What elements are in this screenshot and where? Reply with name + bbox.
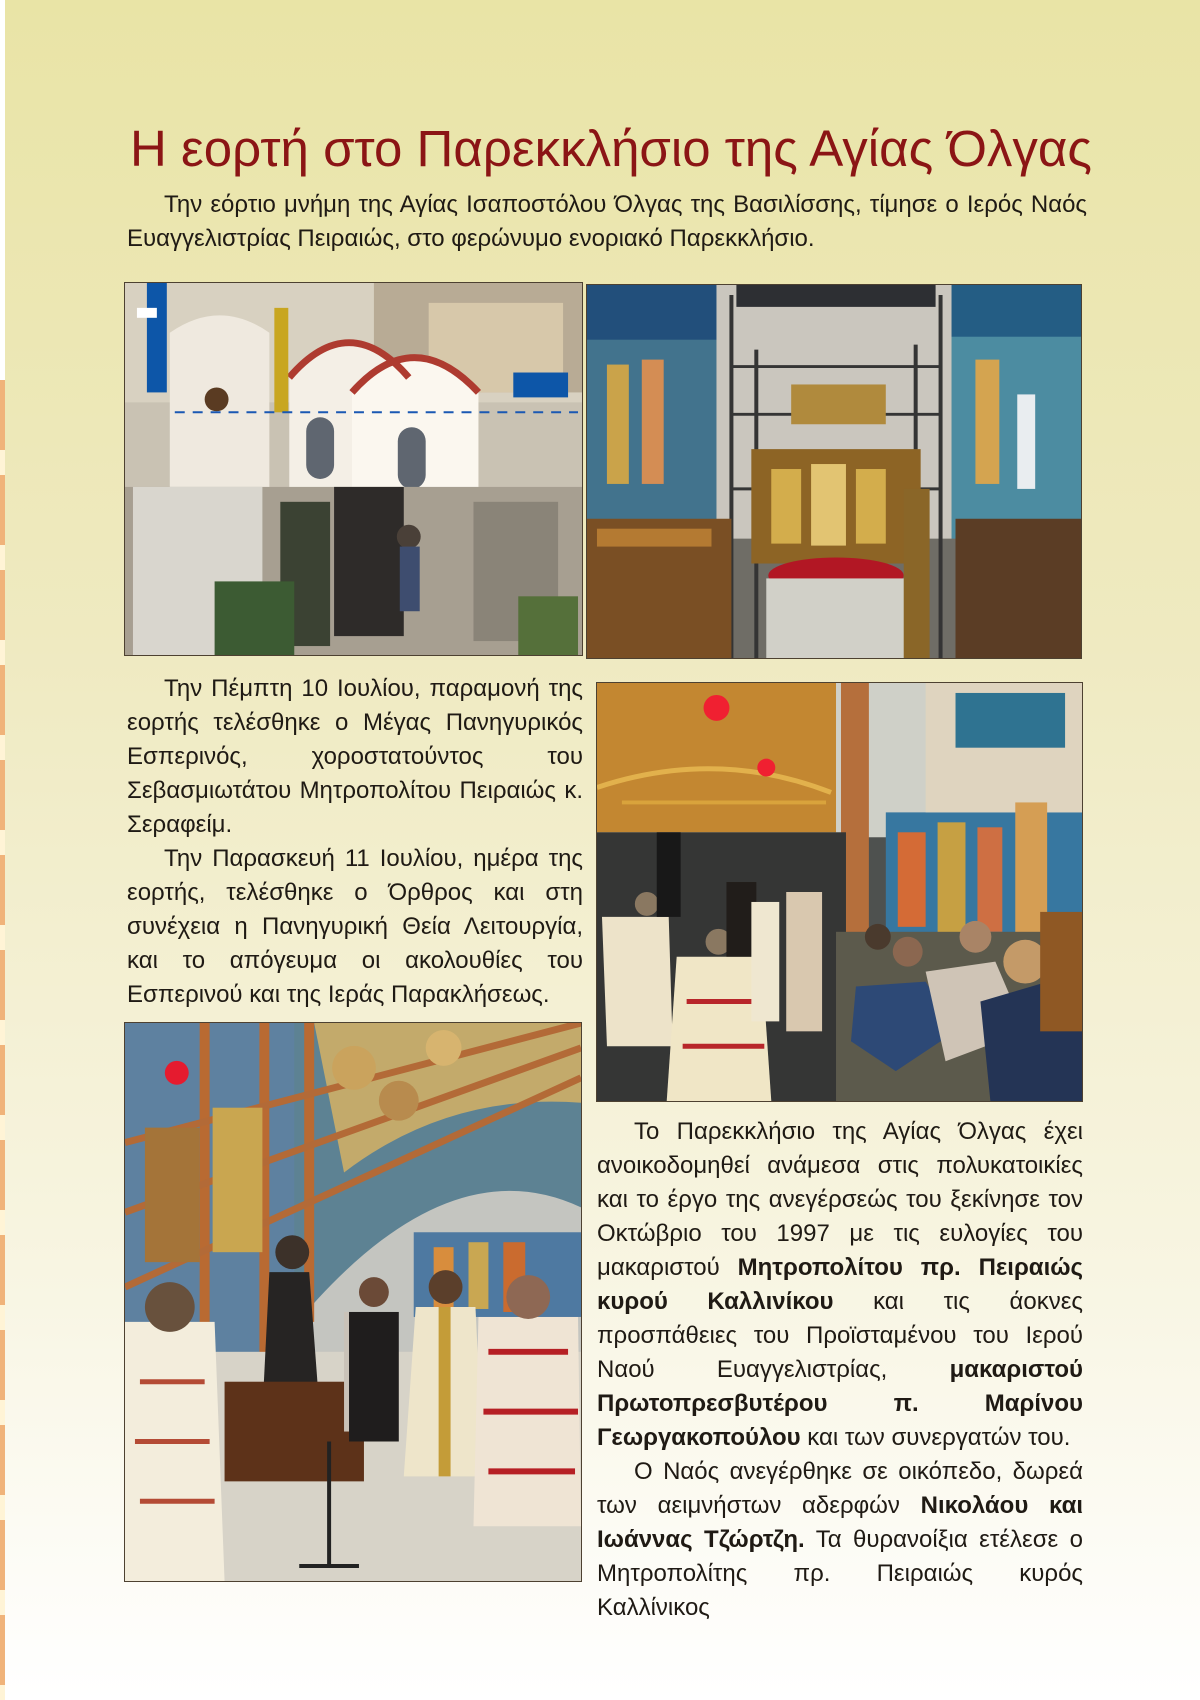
- side-tab-strip: [0, 380, 5, 1700]
- chapel-sanctuary-photo: [586, 284, 1082, 659]
- article-title: Η εορτή στο Παρεκκλήσιο της Αγίας Όλγας: [130, 120, 1092, 177]
- liturgy-service-photo: [124, 1022, 582, 1582]
- paragraph-feast-day: Την Παρασκευή 11 Ιουλίου, ημέρα της εορτής, τελέσθηκε ο Όρθρος και στη συνέχεια η Πανηγυρική Θεία Λειτουργία, και το απόγευμα οι ακολουθίες του Εσπερινού και της Ιεράς Παρακλήσεως.: [127, 845, 583, 1008]
- history-text-a: Το Παρεκκλήσιο της Αγίας Όλγας έχει ανοικοδομηθεί ανάμεσα στις πολυκατοικίες και το έργο της ανεγέρσεώς του ξεκίνησε τον Οκτώβριο του 1997 με τις ευλογίες του μακαριστού: [597, 1118, 1083, 1281]
- father-marinos-name: μακαριστού Πρωτοπρεσβυτέρου π. Μαρίνου Γεωργακοπούλου: [597, 1356, 1083, 1451]
- left-text-column: [127, 672, 583, 1012]
- chapel-exterior-photo: [124, 282, 583, 656]
- donation-text-a: Ο Ναός ανεγέρθηκε σε οικόπεδο, δωρεά των αειμνήστων αδερφών: [597, 1458, 1083, 1519]
- article-intro: Την εόρτιο μνήμη της Αγίας Ισαποστόλου Όλγας της Βασιλίσσης, τίμησε ο Ιερός Ναός Ευαγγελιστρίας Πειραιώς, στο φερώνυμο ενοριακό Παρεκκλήσιο.: [127, 191, 1087, 252]
- right-text-column: [597, 1115, 1083, 1625]
- paragraph-vespers: Την Πέμπτη 10 Ιουλίου, παραμονή της εορτής τελέσθηκε ο Μέγας Πανηγυρικός Εσπερινός, χοροστατούντος του Σεβασμιωτάτου Μητροπολίτου Πειραιώς κ. Σεραφείμ.: [127, 675, 583, 838]
- donors-name: Νικολάου και Ιωάννας Τζώρτζη.: [597, 1492, 1084, 1553]
- paragraph-chapel-history: [597, 1115, 1083, 1455]
- donation-text-c: Τα θυρανοίξια ετέλεσε ο Μητροπολίτης πρ. Πειραιώς κυρός Καλλίνικος: [597, 1526, 1083, 1621]
- history-text-c: και τις άοκνες προσπάθειες του Προϊσταμένου του Ιερού Ναού Ευαγγελιστρίας,: [597, 1288, 1083, 1383]
- paragraph-chapel-donation: [597, 1455, 1083, 1625]
- history-text-e: και των συνεργατών του.: [800, 1424, 1071, 1451]
- metropolitan-kallinikos-name: Μητροπολίτου πρ. Πειραιώς κυρού Καλλινίκου: [597, 1254, 1083, 1315]
- vespers-service-photo: [596, 682, 1083, 1102]
